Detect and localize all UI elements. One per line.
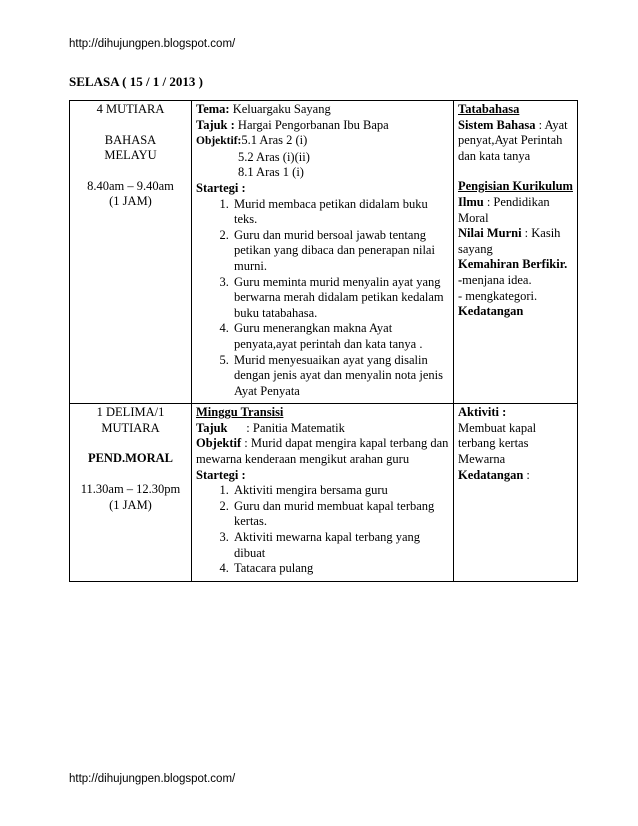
strategy-label: Startegi : <box>196 467 246 482</box>
tajuk-line <box>196 118 449 134</box>
tajuk-label: Tajuk <box>196 420 228 435</box>
strategy-steps <box>196 197 449 400</box>
class-info-cell <box>70 101 192 404</box>
pengisian-heading: Pengisian Kurikulum <box>458 179 573 194</box>
kemahiran-item-1 <box>458 273 573 289</box>
objektif-value-1: 5.1 Aras 2 (i) <box>241 133 308 148</box>
tajuk-label: Tajuk : <box>196 117 235 132</box>
kemahiran-item-1-text: menjana idea. <box>462 272 532 287</box>
class-name-line-1: 1 DELIMA/1 <box>96 405 165 420</box>
sistem-bahasa-value: : Ayat penyat,Ayat Perintah dan kata tanya <box>458 117 568 163</box>
objektif-label: Objektif <box>196 436 242 451</box>
tatabahasa-heading: Tatabahasa <box>458 102 520 116</box>
strategy-step: 2. Guru dan murid membuat kapal terbang kertas. <box>232 499 449 530</box>
ilmu-value: : Pendidikan Moral <box>458 194 550 225</box>
class-info-cell <box>70 404 192 582</box>
strategy-step: 3. Guru meminta murid menyalin ayat yang berwarna merah didalam petikan kedalam buku tatabahasa. <box>232 275 449 322</box>
lesson-content-cell <box>192 101 454 404</box>
header-url: http://dihujungpen.blogspot.com/ <box>69 38 236 50</box>
objektif-value-2: 5.2 Aras (i)(ii) <box>238 149 310 164</box>
tajuk-line <box>196 421 449 437</box>
strategy-label: Startegi : <box>196 180 246 195</box>
sistem-bahasa-line <box>458 118 573 165</box>
aktiviti-line-1: Membuat kapal terbang kertas <box>458 420 537 451</box>
ilmu-label: Ilmu <box>458 194 484 209</box>
strategy-step: 3. Aktiviti mewarna kapal terbang yang dibuat <box>232 530 449 561</box>
tajuk-value: : Panitia Matematik <box>227 420 345 435</box>
lesson-notes-cell <box>454 404 578 582</box>
nilai-label: Nilai Murni <box>458 226 522 241</box>
lesson-time: 8.40am – 9.40am <box>87 178 174 193</box>
subject-line-2: MELAYU <box>104 148 157 163</box>
strategy-step: 4. Tatacara pulang <box>232 561 449 577</box>
lesson-duration: (1 JAM) <box>109 194 152 209</box>
tema-label: Tema: <box>196 102 230 116</box>
kemahiran-label: Kemahiran Berfikir. <box>458 257 568 272</box>
strategy-step: 1. Murid membaca petikan didalam buku teks. <box>232 197 449 228</box>
lesson-row-bahasa-melayu <box>70 101 578 404</box>
strategy-step: 5. Murid menyesuaikan ayat yang disalin dengan jenis ayat dan menyalin nota jenis Ayat Penyata <box>232 353 449 400</box>
sistem-bahasa-label: Sistem Bahasa <box>458 117 536 132</box>
lesson-time: 11.30am – 12.30pm <box>80 482 181 497</box>
lesson-duration: (1 JAM) <box>109 497 152 512</box>
subject: PEND.MORAL <box>87 451 174 466</box>
objektif-line <box>196 133 449 150</box>
kedatangan-label: Kedatangan <box>458 304 524 319</box>
lesson-plan-table <box>69 100 578 582</box>
kemahiran-dash: - <box>458 272 463 287</box>
strategy-step: 4. Guru menerangkan makna Ayat penyata,ayat perintah dan kata tanya . <box>232 321 449 352</box>
objektif-value: : Murid dapat mengira kapal terbang dan mewarna kenderaan mengikut arahan guru <box>196 436 449 467</box>
aktiviti-line-2: Mewarna <box>458 452 506 467</box>
nilai-value: : Kasih sayang <box>458 226 561 256</box>
aktiviti-label: Aktiviti : <box>458 405 507 420</box>
lesson-content-cell <box>192 404 454 582</box>
tema-line <box>196 102 449 118</box>
tema-value: Keluargaku Sayang <box>229 102 331 116</box>
footer-url: http://dihujungpen.blogspot.com/ <box>69 773 236 785</box>
strategy-step: 2. Guru dan murid bersoal jawab tentang petikan yang dibaca dan penerapan nilai murni. <box>232 228 449 275</box>
lesson-row-pend-moral <box>70 404 578 582</box>
strategy-steps <box>196 483 449 577</box>
nilai-line <box>458 226 573 257</box>
day-title: SELASA ( 15 / 1 / 2013 ) <box>69 74 203 89</box>
tajuk-value: Hargai Pengorbanan Ibu Bapa <box>234 117 389 132</box>
objektif-label: Objektif: <box>196 135 242 148</box>
class-name: 4 MUTIARA <box>96 102 165 116</box>
lesson-notes-cell <box>454 101 578 404</box>
kedatangan-label: Kedatangan <box>458 467 524 482</box>
subject-line-1: BAHASA <box>104 132 157 147</box>
minggu-transisi-heading: Minggu Transisi <box>196 405 284 420</box>
objektif-value-3: 8.1 Aras 1 (i) <box>238 165 304 180</box>
kemahiran-item-2: - mengkategori. <box>458 288 538 303</box>
kedatangan-value: : <box>523 467 530 482</box>
strategy-step: 1. Aktiviti mengira bersama guru <box>232 483 449 499</box>
kedatangan-line <box>458 468 573 484</box>
objektif-line <box>196 436 449 467</box>
class-name-line-2: MUTIARA <box>101 420 160 435</box>
ilmu-line <box>458 195 573 226</box>
